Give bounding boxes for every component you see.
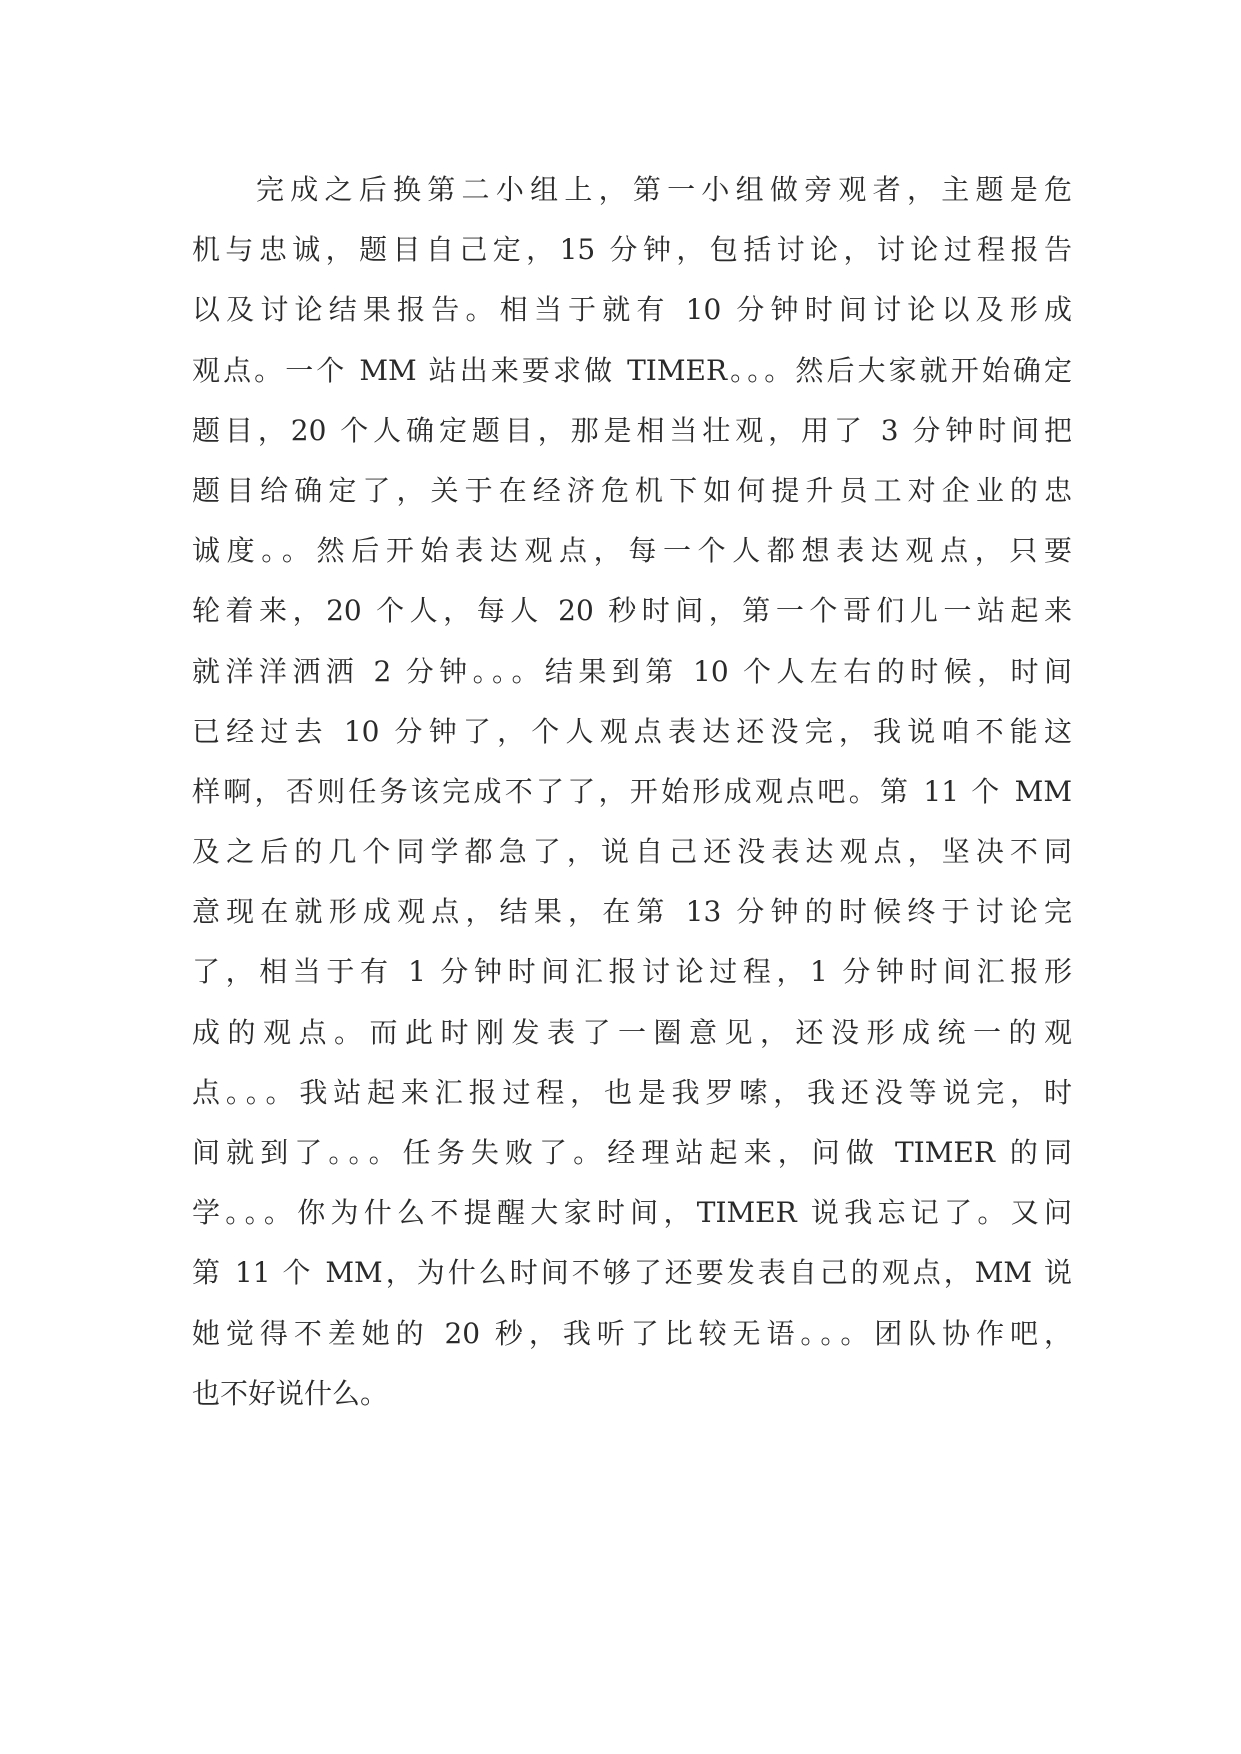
text-line: 也不好说什么。 [192,1376,389,1410]
text-line: 点。。。我站起来汇报过程，也是我罗嗦，我还没等说完，时 [192,1075,1072,1109]
text-line: 题目给确定了，关于在经济危机下如何提升员工对企业的忠 [192,473,1072,507]
body-paragraph [192,160,1072,1424]
text-line: 第 11 个 MM，为什么时间不够了还要发表自己的观点，MM 说 [192,1256,1072,1290]
text-line: 间就到了。。。任务失败了。经理站起来，问做 TIMER 的同 [192,1136,1072,1169]
text-line: 就洋洋洒洒 2 分钟。。。结果到第 10 个人左右的时候，时间 [192,654,1072,688]
text-line: 成的观点。而此时刚发表了一圈意见，还没形成统一的观 [192,1015,1072,1049]
text-line: 诚度。。然后开始表达观点，每一个人都想表达观点，只要 [192,534,1072,568]
text-line: 以及讨论结果报告。相当于就有 10 分钟时间讨论以及形成 [192,293,1072,327]
text-line: 观点。一个 MM 站出来要求做 TIMER。。。然后大家就开始确定 [192,353,1072,387]
text-line: 轮着来，20 个人，每人 20 秒时间，第一个哥们儿一站起来 [192,594,1072,628]
text-line: 完成之后换第二小组上，第一小组做旁观者，主题是危 [256,173,1072,206]
text-line: 机与忠诚，题目自己定，15 分钟，包括讨论，讨论过程报告 [192,233,1072,267]
text-line: 样啊，否则任务该完成不了了，开始形成观点吧。第 11 个 MM [192,774,1072,808]
text-line: 意现在就形成观点，结果，在第 13 分钟的时候终于讨论完 [192,895,1072,929]
text-line: 及之后的几个同学都急了，说自己还没表达观点，坚决不同 [192,835,1072,869]
text-line: 了，相当于有 1 分钟时间汇报讨论过程，1 分钟时间汇报形 [192,955,1072,989]
text-line: 她觉得不差她的 20 秒，我听了比较无语。。。团队协作吧， [192,1316,1072,1350]
text-line: 题目，20 个人确定题目，那是相当壮观，用了 3 分钟时间把 [192,413,1072,447]
text-line: 已经过去 10 分钟了，个人观点表达还没完，我说咱不能这 [192,714,1072,748]
text-line: 学。。。你为什么不提醒大家时间，TIMER 说我忘记了。又问 [192,1196,1072,1230]
